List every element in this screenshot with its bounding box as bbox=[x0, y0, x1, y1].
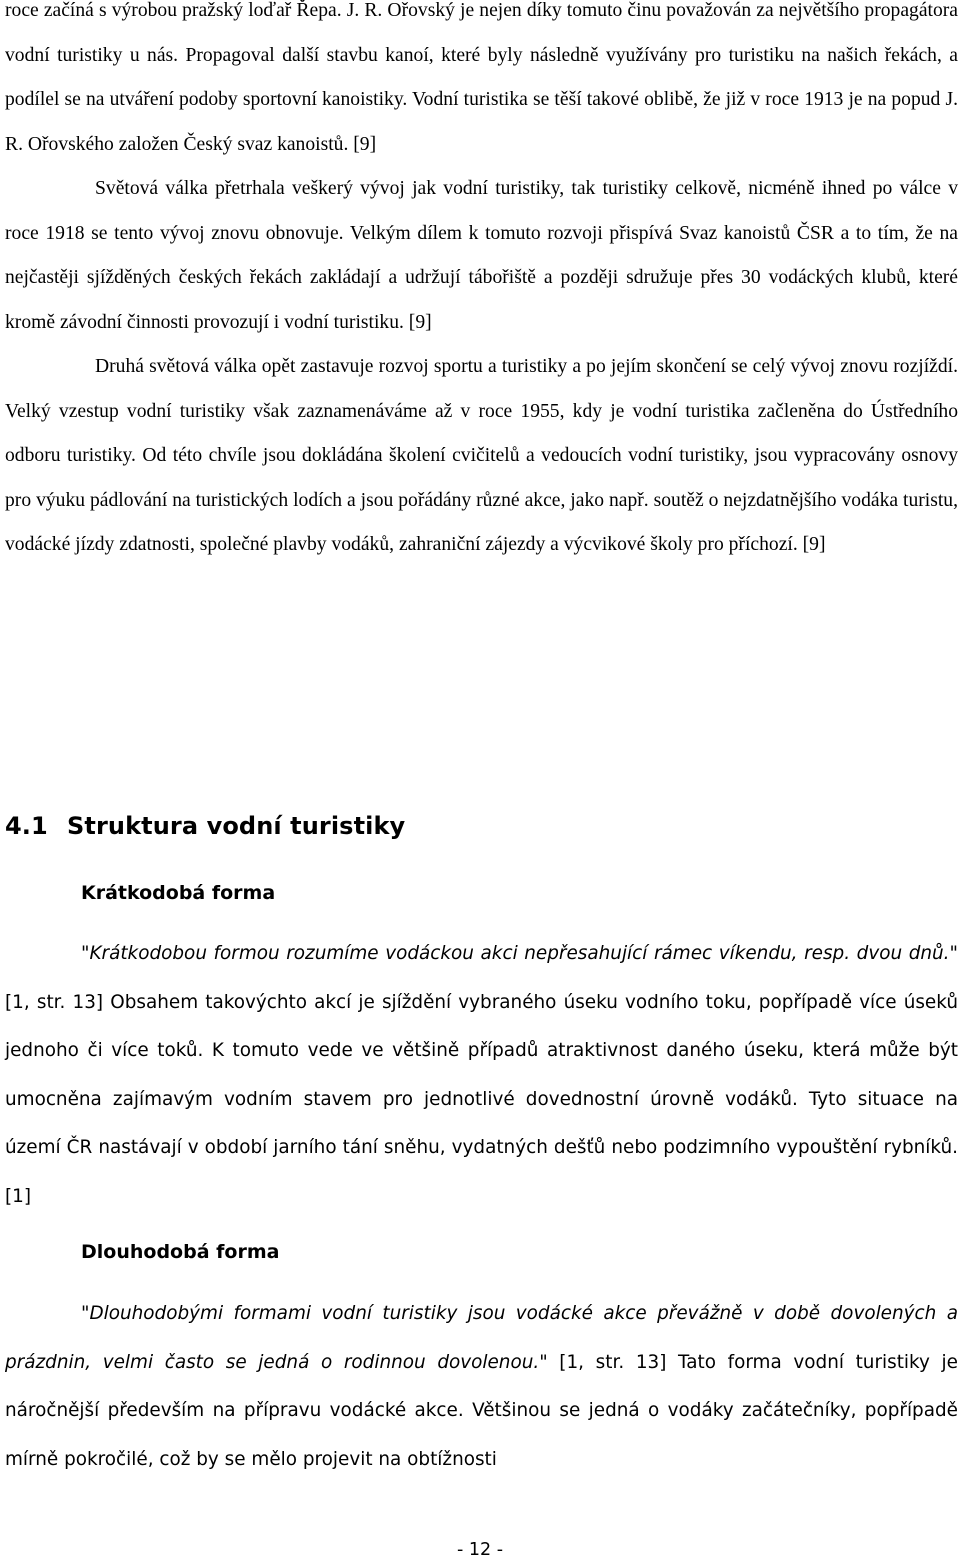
paragraph-history-3: Druhá světová válka opět zastavuje rozvoj sportu a turistiky a po jejím skončení se celý vývoj znovu rozjíždí. Velký vzestup vodní turistiky však zaznamenáváme až v roce 1955, kdy je vodní turistika začleněna do Ústředního odboru turistiky. Od této chvíle jsou dokládána školení cvičitelů a vedoucích vodní turistiky, jsou vypracovány osnovy pro výuku pádlování na turistických lodích a jsou pořádány různé akce, jako např. soutěž o nejzdatnějšího vodáka turistu, vodácké jízdy zdatnosti, společné plavby vodáků, zahraniční zájezdy a výcvikové školy pro příchozí. [9] bbox=[5, 356, 958, 555]
paragraph-history-2: Světová válka přetrhala veškerý vývoj jak vodní turistiky, tak turistiky celkově, nicméně ihned po válce v roce 1918 se tento vývoj znovu obnovuje. Velkým dílem k tomuto rozvoji přispívá Svaz kanoistů ČSR a to tím, že na nejčastěji sjížděných českých řekách zakládají a udržují tábořiště a později sdružuje přes 30 vodáckých klubů, které kromě závodní činnosti provozují i vodní turistiku. [9] bbox=[5, 178, 958, 333]
short-form-text: [1, str. 13] Obsahem takovýchto akcí je sjíždění vybraného úseku vodního toku, popřípadě více úseků jednoho či více toků. K tomuto vede ve většině případů atraktivnost daného úseku, která může být umocněna zajímavým vodním stavem pro jednotlivé dovednostní úrovně vodáků. Tyto situace na území ČR nastávají v období jarního tání sněhu, vydatných dešťů nebo podzimního vypouštění rybníků. [1] bbox=[5, 991, 958, 1207]
long-form-quote: "Dlouhodobými formami vodní turistiky jsou vodácké akce převážně v době dovolených a prázdnin, velmi často se jedná o rodinnou dovolenou." bbox=[5, 1303, 958, 1373]
paragraph-short-form bbox=[5, 930, 958, 1221]
paragraph-history-1: roce začíná s výrobou pražský loďař Řepa. J. R. Ořovský je nejen díky tomuto činu považován za největšího propagátora vodní turistiky u nás. Propagoval další stavbu kanoí, které byly následně využívány pro turistiku na našich řekách, a podílel se na utváření podoby sportovní kanoistiky. Vodní turistika se těší takové oblibě, že již v roce 1913 je na popud J. R. Ořovského založen Český svaz kanoistů. [9] bbox=[5, 0, 958, 155]
short-form-block bbox=[5, 930, 958, 1221]
subheading-long-form: Dlouhodobá forma bbox=[81, 1241, 280, 1263]
section-number: 4.1 bbox=[5, 812, 48, 840]
long-form-block bbox=[5, 1290, 958, 1484]
page-number: - 12 - bbox=[456, 1540, 504, 1560]
section-title: Struktura vodní turistiky bbox=[67, 812, 406, 840]
paragraph-long-form bbox=[5, 1290, 958, 1484]
document-page bbox=[5, 0, 958, 1470]
section-heading bbox=[5, 812, 405, 840]
short-form-quote: "Krátkodobou formou rozumíme vodáckou akci nepřesahující rámec víkendu, resp. dvou dnů." bbox=[81, 943, 958, 964]
subheading-short-form: Krátkodobá forma bbox=[81, 882, 276, 904]
long-form-text: [1, str. 13] Tato forma vodní turistiky je náročnější především na přípravu vodácké akce. Většinou se jedná o vodáky začátečníky, popřípadě mírně pokročilé, což by se mělo projevit na obtížnosti bbox=[5, 1351, 958, 1470]
